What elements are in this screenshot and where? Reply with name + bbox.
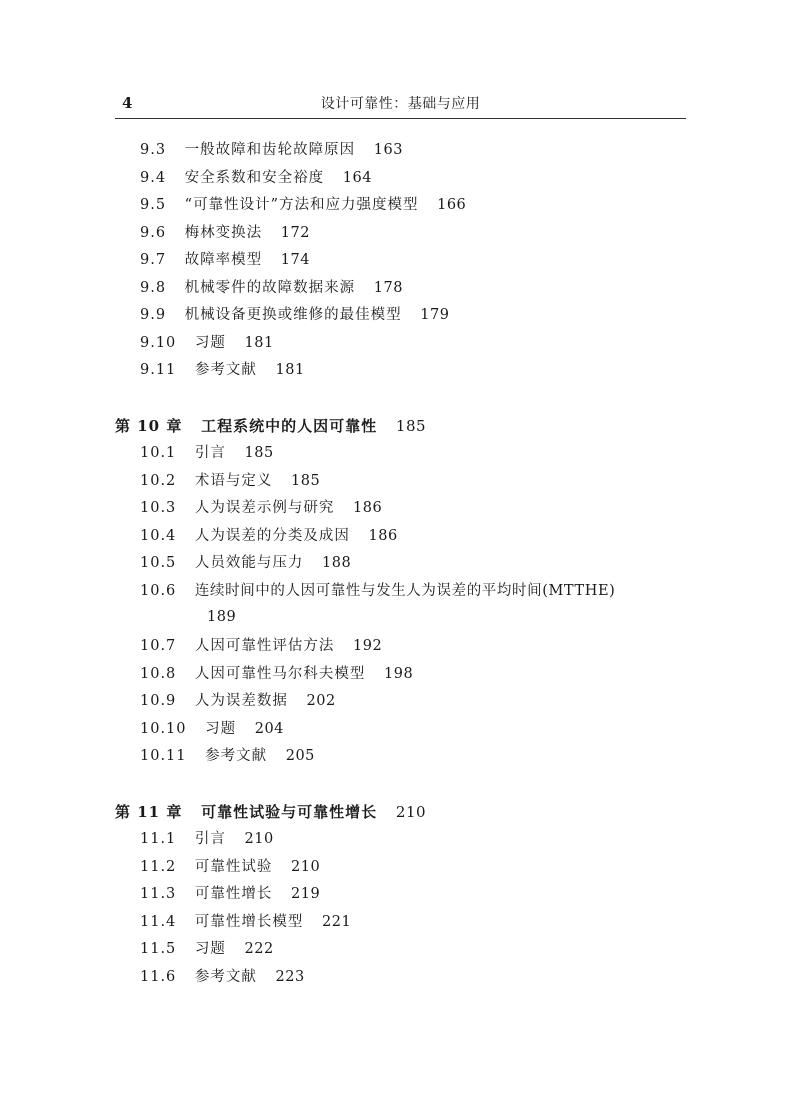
toc-entry-10-6-page: 189 xyxy=(207,609,237,625)
toc-entry-11-4[interactable]: 11.4 可靠性增长模型 221 xyxy=(140,914,352,930)
toc-entry-9-6[interactable]: 9.6 梅林变换法 172 xyxy=(140,225,310,241)
running-title: 设计可靠性：基础与应用 xyxy=(320,96,481,112)
chapter-title: 工程系统中的人因可靠性 xyxy=(201,417,378,435)
toc-entry-10-10[interactable]: 10.10 习题 204 xyxy=(140,721,284,737)
toc-entry-10-7[interactable]: 10.7 人因可靠性评估方法 192 xyxy=(140,638,383,654)
toc-entry-10-5[interactable]: 10.5 人员效能与压力 188 xyxy=(140,555,352,571)
toc-entry-10-2[interactable]: 10.2 术语与定义 185 xyxy=(140,473,321,489)
toc-entry-11-3[interactable]: 11.3 可靠性增长 219 xyxy=(140,886,321,902)
toc-entry-11-6[interactable]: 11.6 参考文献 223 xyxy=(140,969,305,985)
chapter-label: 第 10 章 xyxy=(115,417,183,435)
header-rule xyxy=(115,118,686,119)
page-number: 4 xyxy=(122,94,133,112)
toc-chapter-10[interactable] xyxy=(115,416,426,436)
toc-entry-9-10[interactable]: 9.10 习题 181 xyxy=(140,335,274,351)
toc-entry-10-6[interactable]: 10.6 连续时间中的人因可靠性与发生人为误差的平均时间(MTTHE) xyxy=(140,583,616,599)
toc-entry-9-8[interactable]: 9.8 机械零件的故障数据来源 178 xyxy=(140,280,403,296)
toc-entry-10-11[interactable]: 10.11 参考文献 205 xyxy=(140,748,315,764)
toc-entry-10-4[interactable]: 10.4 人为误差的分类及成因 186 xyxy=(140,528,398,544)
toc-entry-11-1[interactable]: 11.1 引言 210 xyxy=(140,831,274,847)
toc-entry-10-3[interactable]: 10.3 人为误差示例与研究 186 xyxy=(140,500,383,516)
toc-entry-9-7[interactable]: 9.7 故障率模型 174 xyxy=(140,252,310,268)
chapter-label: 第 11 章 xyxy=(115,803,183,821)
toc-entry-11-2[interactable]: 11.2 可靠性试验 210 xyxy=(140,859,321,875)
toc-entry-9-5[interactable]: 9.5 “可靠性设计”方法和应力强度模型 166 xyxy=(140,197,467,213)
toc-entry-9-9[interactable]: 9.9 机械设备更换或维修的最佳模型 179 xyxy=(140,307,450,323)
chapter-title: 可靠性试验与可靠性增长 xyxy=(201,803,378,821)
toc-chapter-11[interactable] xyxy=(115,802,426,822)
toc-entry-9-11[interactable]: 9.11 参考文献 181 xyxy=(140,362,305,378)
chapter-page: 210 xyxy=(395,803,427,821)
toc-entry-9-4[interactable]: 9.4 安全系数和安全裕度 164 xyxy=(140,170,372,186)
chapter-page: 185 xyxy=(395,417,427,435)
toc-entry-10-1[interactable]: 10.1 引言 185 xyxy=(140,445,274,461)
toc-entry-10-9[interactable]: 10.9 人为误差数据 202 xyxy=(140,693,336,709)
toc-entry-10-8[interactable]: 10.8 人因可靠性马尔科夫模型 198 xyxy=(140,666,414,682)
toc-entry-11-5[interactable]: 11.5 习题 222 xyxy=(140,941,274,957)
page-header xyxy=(115,92,686,116)
toc-entry-9-3[interactable]: 9.3 一般故障和齿轮故障原因 163 xyxy=(140,142,403,158)
